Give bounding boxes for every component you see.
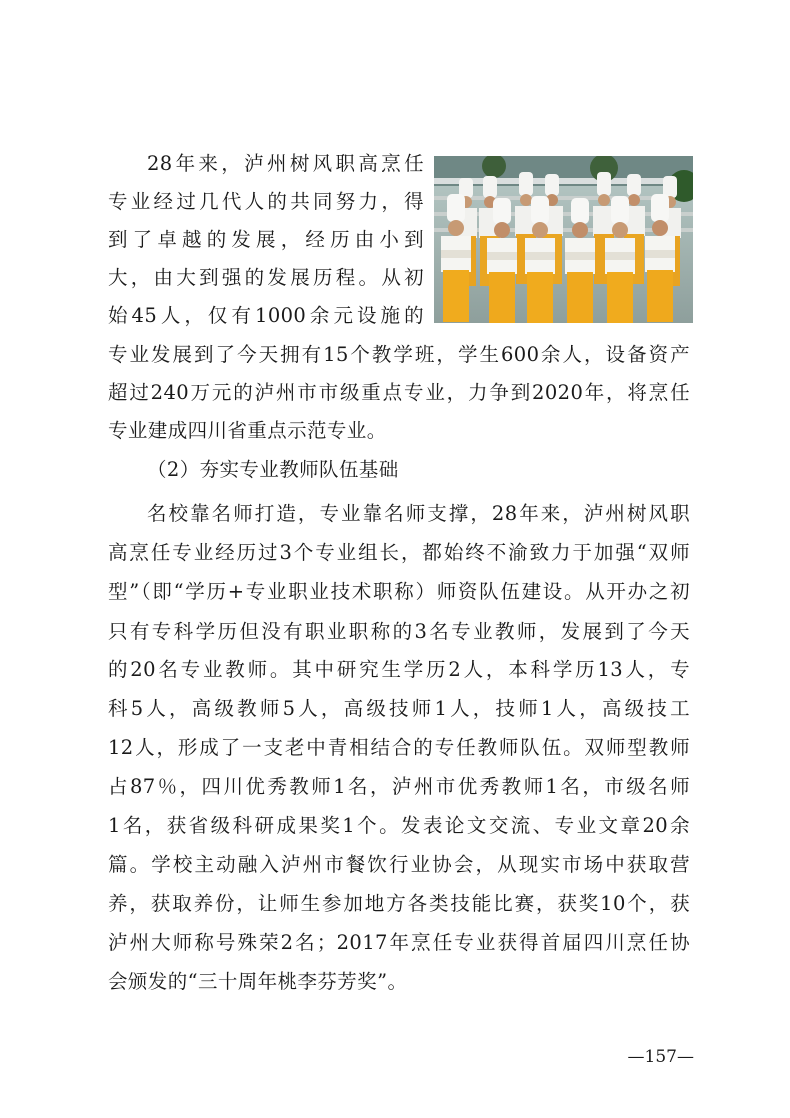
text-line: 养，获取养份，让师生参加地方各类技能比赛，获奖10个，获 bbox=[108, 892, 690, 915]
text-line: 专业发展到了今天拥有15个教学班，学生600余人，设备资产 bbox=[108, 343, 690, 366]
text-line: 只有专科学历但没有职业职称的3名专业教师，发展到了今天 bbox=[108, 620, 690, 643]
text-line: 12人，形成了一支老中青相结合的专任教师队伍。双师型教师 bbox=[108, 736, 690, 759]
chefs-photo bbox=[434, 156, 693, 323]
text-line: 大，由大到强的发展历程。从初 bbox=[108, 266, 424, 289]
text-line: 型”（即“学历+专业职业技术职称）师资队伍建设。从开办之初 bbox=[108, 580, 690, 603]
text-line: 科5人，高级教师5人，高级技师1人，技师1人，高级技工 bbox=[108, 697, 690, 720]
text-line: 占87％，四川优秀教师1名，泸州市优秀教师1名，市级名师 bbox=[108, 775, 690, 798]
text-line: 泸州大师称号殊荣2名；2017年烹任专业获得首届四川烹任协 bbox=[108, 931, 690, 954]
text-line: 1名，获省级科研成果奖1个。发表论文交流、专业文章20余 bbox=[108, 814, 690, 837]
text-line: 篇。学校主动融入泸州市餐饮行业协会，从现实市场中获取营 bbox=[108, 853, 690, 876]
text-line: 28年来，泸州树风职高烹任 bbox=[147, 152, 424, 175]
text-line: 名校靠名师打造，专业靠名师支撑，28年来，泸州树风职 bbox=[147, 502, 690, 525]
text-line: 超过240万元的泸州市市级重点专业，力争到2020年，将烹任 bbox=[108, 381, 690, 404]
text-line: 高烹任专业经历过3个专业组长，都始终不渝致力于加强“双师 bbox=[108, 541, 690, 564]
text-line: 的20名专业教师。其中研究生学历2人，本科学历13人，专 bbox=[108, 658, 690, 681]
section-heading: （2）夯实专业教师队伍基础 bbox=[147, 458, 399, 481]
text-line: 专业经过几代人的共同努力，得 bbox=[108, 190, 424, 213]
text-line: 专业建成四川省重点示范专业。 bbox=[108, 419, 387, 442]
page-number: —157— bbox=[627, 1047, 694, 1067]
text-line: 到了卓越的发展，经历由小到 bbox=[108, 228, 424, 251]
text-line: 会颁发的“三十周年桃李芬芳奖”。 bbox=[108, 970, 408, 993]
text-line: 始45人，仅有1000余元设施的 bbox=[108, 304, 424, 327]
